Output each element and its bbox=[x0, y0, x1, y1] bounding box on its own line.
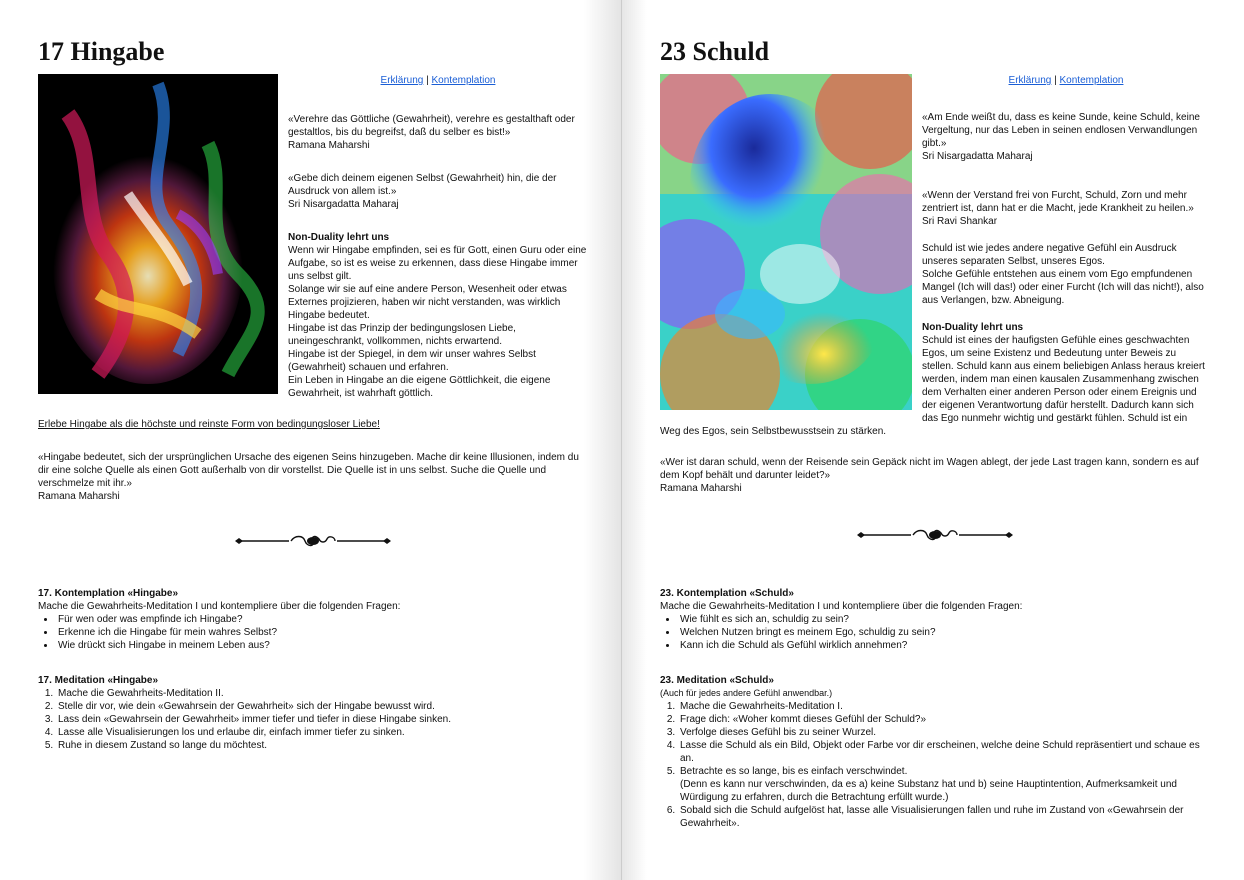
section-intro: Mache die Gewahrheits-Meditation I und kontempliere über die folgenden Fragen: bbox=[660, 601, 1023, 612]
quote-text: «Gebe dich deinem eigenen Selbst (Gewahrheit) hin, die der Ausdruck von allem ist.» bbox=[288, 173, 557, 197]
paragraph-line: Wenn wir Hingabe empfinden, sei es für Gott, einen Guru oder eine Aufgabe, so ist es weise zu erkennen, dass diese Hingabe immer uns selbst gilt. bbox=[288, 245, 587, 282]
section-title: 17. Kontemplation «Hingabe» bbox=[38, 588, 179, 599]
quote-text: «Am Ende weißt du, dass es keine Sunde, keine Schuld, keine Vergeltung, nur das Leben in seinen endlosen Verwandlungen gibt.» bbox=[922, 112, 1200, 149]
quote-author: Sri Ravi Shankar bbox=[922, 216, 998, 227]
meditation-section bbox=[38, 674, 588, 752]
paragraph-line: Hingabe ist das Prinzip der bedingungslosen Liebe, uneingeschrankt, vollkommen, nichts erwartend. bbox=[288, 323, 516, 347]
quote-text: «Wenn der Verstand frei von Furcht, Schuld, Zorn und mehr zentriert ist, dann hat er die Macht, jede Krankheit zu heilen.» bbox=[922, 190, 1194, 214]
list-item: • Erkenne ich die Hingabe für mein wahres Selbst? bbox=[56, 626, 588, 639]
list-item: • Welchen Nutzen bringt es meinem Ego, schuldig zu sein? bbox=[678, 626, 1210, 639]
ornament-divider-icon bbox=[233, 533, 393, 549]
quote-author: Sri Nisargadatta Maharaj bbox=[922, 151, 1033, 162]
link-separator: | bbox=[1054, 75, 1057, 86]
section-title: 23. Meditation «Schuld» bbox=[660, 675, 774, 686]
contemplation-link[interactable]: Kontemplation bbox=[1059, 75, 1124, 86]
question-list bbox=[660, 613, 1210, 652]
step-list bbox=[38, 687, 588, 752]
list-item: 1. Mache die Gewahrheits-Meditation II. bbox=[56, 687, 588, 700]
right-page bbox=[622, 0, 1244, 880]
contemplation-section bbox=[38, 587, 588, 652]
list-item: • Wie drückt sich Hingabe in meinem Leben aus? bbox=[56, 639, 588, 652]
ornament-divider bbox=[38, 533, 588, 553]
page-title: 23 Schuld bbox=[660, 37, 770, 66]
quote-block bbox=[660, 456, 1210, 495]
section-title: 23. Kontemplation «Schuld» bbox=[660, 588, 794, 599]
list-item: 3. Lass dein «Gewahrsein der Gewahrheit» immer tiefer und tiefer in diese Hingabe sinken. bbox=[56, 713, 588, 726]
contemplation-link[interactable]: Kontemplation bbox=[431, 75, 496, 86]
quote-text: «Wer ist daran schuld, wenn der Reisende sein Gepäck nicht im Wagen ablegt, der jede Last tragen kann, sondern es auf dem Kopf behält und darunter leidet?» bbox=[660, 457, 1199, 481]
section-heading: Non-Duality lehrt uns bbox=[288, 232, 390, 243]
question-list bbox=[38, 613, 588, 652]
page-title: 17 Hingabe bbox=[38, 37, 165, 66]
schuld-artwork bbox=[660, 74, 912, 410]
list-item: • Für wen oder was empfinde ich Hingabe? bbox=[56, 613, 588, 626]
quote-author: Sri Nisargadatta Maharaj bbox=[288, 199, 399, 210]
paragraph-line: Solange wir sie auf eine andere Person, Wesenheit oder etwas Externes projizieren, haben wir nicht verstanden, was wirklich Hingabe bedeutet. bbox=[288, 284, 567, 321]
list-item: 3. Verfolge dieses Gefühl bis zu seiner Wurzel. bbox=[678, 726, 1210, 739]
list-item-text: 5. Betrachte es so lange, bis es einfach verschwindet. bbox=[680, 766, 908, 777]
quote-author: Ramana Maharshi bbox=[660, 483, 742, 494]
link-separator: | bbox=[426, 75, 429, 86]
quote-text: «Hingabe bedeutet, sich der ursprünglichen Ursache des eigenen Seins hinzugeben. Mache dir keine Illusionen, indem du dir eine solche Quelle als einen Gott außerhalb von dir vorstellst. Die Quelle ist in uns selbst. Suche die Quelle und verschmelze mit ihr.» bbox=[38, 452, 579, 489]
explanation-link[interactable]: Erklärung bbox=[380, 75, 424, 86]
list-item: 2. Stelle dir vor, wie dein «Gewahrsein der Gewahrheit» sich der Hingabe bewusst wird. bbox=[56, 700, 588, 713]
paragraph: Solche Gefühle entstehen aus einem vom Ego empfundenen Mangel (Ich will das!) oder einer Furcht (Ich will das nicht!), also aus Verlangen, bzw. Abneigung. bbox=[922, 269, 1204, 306]
section-intro: Mache die Gewahrheits-Meditation I und kontempliere über die folgenden Fragen: bbox=[38, 601, 401, 612]
section-heading: Non-Duality lehrt uns bbox=[922, 322, 1024, 333]
highlight-line: Erlebe Hingabe als die höchste und reinste Form von bedingungsloser Liebe! bbox=[38, 419, 380, 430]
quote-author: Ramana Maharshi bbox=[288, 140, 370, 151]
section-note: (Auch für jedes andere Gefühl anwendbar.) bbox=[660, 688, 833, 698]
paragraph: Schuld ist wie jedes andere negative Gefühl ein Ausdruck unseres separaten Selbst, unseres Egos. bbox=[922, 243, 1177, 267]
list-item: 6. Sobald sich die Schuld aufgelöst hat, lasse alle Visualisierungen fallen und ruhe im Zustand von «Gewahrsein der Gewahrheit». bbox=[678, 804, 1210, 830]
list-item: 5. Ruhe in diesem Zustand so lange du möchtest. bbox=[56, 739, 588, 752]
quote-author: Ramana Maharshi bbox=[38, 491, 120, 502]
paragraph: Schuld ist eines der haufigsten Gefühle eines geschwachten Egos, um seine Existenz und Bedeutung unter Beweis zu stellen. Schuld kann aus einem beliebigen Anlass heraus kreiert werden, indem man einen kausalen Zusammenhang zwischen dem Verhalten einer anderen Person oder einem Ereignis und der eigenen Verantwortung dafür herstellt. Dadurch kann sich das Ego nunmehr wichtig und gestärkt fühlen. Schuld ist ein Weg des Egos, sein Selbstbewusstsein zu stärken. bbox=[660, 335, 1205, 437]
list-item: 4. Lasse die Schuld als ein Bild, Objekt oder Farbe vor dir erscheinen, welche deine Schuld repräsentiert und schaue es an. bbox=[678, 739, 1210, 765]
list-item: • Wie fühlt es sich an, schuldig zu sein? bbox=[678, 613, 1210, 626]
list-item: 1. Mache die Gewahrheits-Meditation I. bbox=[678, 700, 1210, 713]
right-page-content bbox=[660, 36, 1210, 852]
explanation-link[interactable]: Erklärung bbox=[1008, 75, 1052, 86]
section-title: 17. Meditation «Hingabe» bbox=[38, 675, 159, 686]
paragraph-line: Ein Leben in Hingabe an die eigene Göttlichkeit, die eigene Gewahrheit, ist wahrhaft göttlich. bbox=[288, 375, 551, 399]
list-item: 2. Frage dich: «Woher kommt dieses Gefühl der Schuld?» bbox=[678, 713, 1210, 726]
list-item-note: (Denn es kann nur verschwinden, da es a) keine Substanz hat und b) seine Hauptintention, Aufmerksamkeit und Würdigung zu erfahren, durch die Betrachtung erfüllt wurde.) bbox=[680, 779, 1177, 803]
quote-text: «Verehre das Göttliche (Gewahrheit), verehre es gestalthaft oder gestaltlos, bis du begreifst, daß du selber es bist!» bbox=[288, 114, 575, 138]
quote-block bbox=[38, 451, 588, 503]
contemplation-section bbox=[660, 587, 1210, 652]
list-item: 4. Lasse alle Visualisierungen los und erlaube dir, einfach immer tiefer zu sinken. bbox=[56, 726, 588, 739]
left-page-content bbox=[38, 36, 588, 774]
paragraph-line: Hingabe ist der Spiegel, in dem wir unser wahres Selbst (Gewahrheit) schauen und erfahren. bbox=[288, 349, 536, 373]
ornament-divider-icon bbox=[855, 527, 1015, 543]
hingabe-artwork bbox=[38, 74, 278, 394]
list-item: • Kann ich die Schuld als Gefühl wirklich annehmen? bbox=[678, 639, 1210, 652]
step-list bbox=[660, 700, 1210, 830]
ornament-divider bbox=[660, 527, 1210, 547]
meditation-section bbox=[660, 674, 1210, 830]
list-item bbox=[678, 765, 1210, 804]
